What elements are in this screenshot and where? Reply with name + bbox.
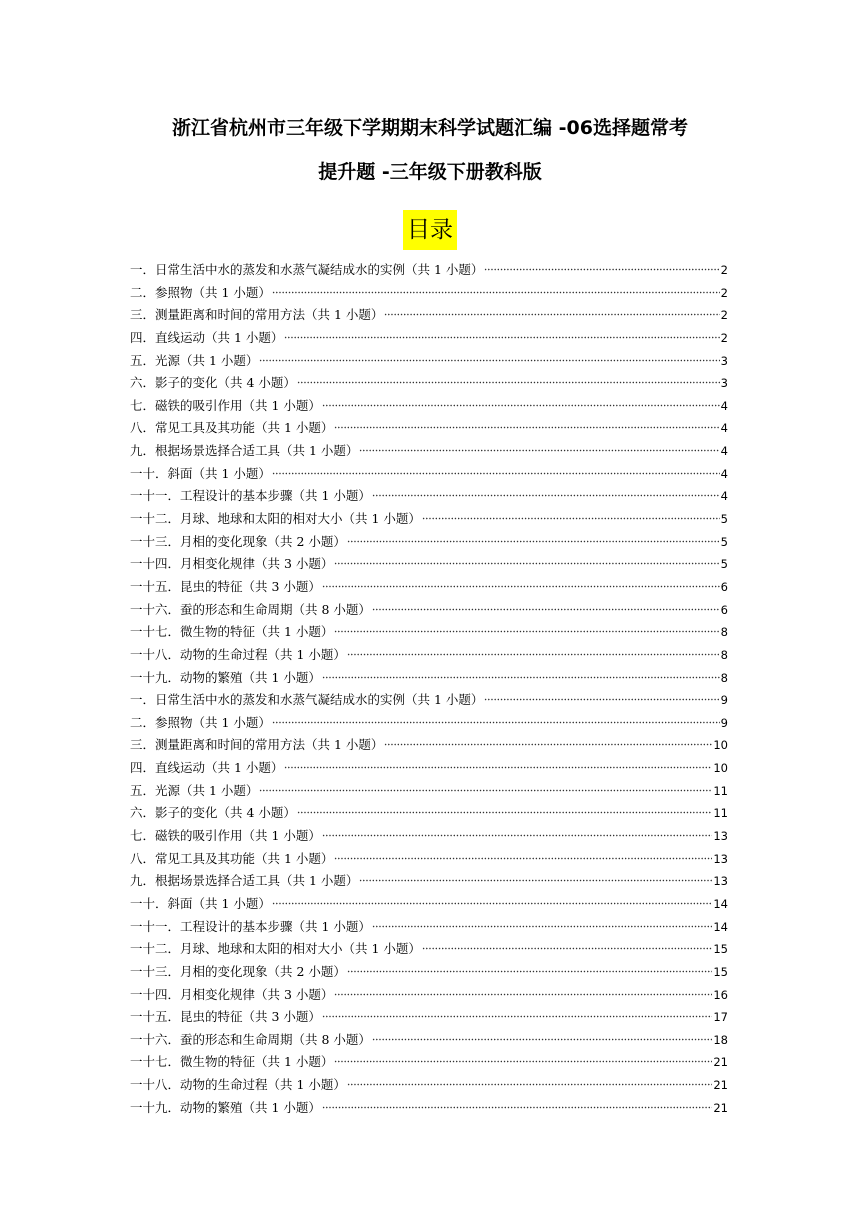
toc-dot-leader xyxy=(322,1099,712,1109)
toc-entry-page-number: 4 xyxy=(720,398,728,413)
toc-entry[interactable] xyxy=(130,984,728,1007)
toc-dot-leader xyxy=(372,918,712,928)
toc-entry[interactable] xyxy=(130,508,728,531)
toc-entry-page-number: 6 xyxy=(720,579,728,594)
toc-entry-page-number: 21 xyxy=(713,1078,728,1093)
toc-entry-title: 八．常见工具及其功能（共 1 小题） xyxy=(130,420,334,436)
toc-dot-leader xyxy=(259,352,719,362)
toc-entry[interactable] xyxy=(130,304,728,327)
toc-entry[interactable] xyxy=(130,1029,728,1052)
toc-entry-title: 四．直线运动（共 1 小题） xyxy=(130,329,284,345)
toc-entry[interactable] xyxy=(130,667,728,690)
toc-entry-title: 一十六．蚕的形态和生命周期（共 8 小题） xyxy=(130,1031,371,1047)
toc-dot-leader xyxy=(322,827,712,837)
toc-entry-title: 一十四．月相变化规律（共 3 小题） xyxy=(130,986,334,1002)
toc-entry-page-number: 5 xyxy=(720,512,728,527)
toc-entry-page-number: 14 xyxy=(713,919,728,934)
toc-dot-leader xyxy=(422,510,720,520)
toc-entry[interactable] xyxy=(130,1051,728,1074)
toc-entry-page-number: 13 xyxy=(713,851,728,866)
toc-entry-title: 七．磁铁的吸引作用（共 1 小题） xyxy=(130,828,321,844)
toc-entry-title: 一十．斜面（共 1 小题） xyxy=(130,895,271,911)
toc-entry-page-number: 21 xyxy=(713,1100,728,1115)
toc-entry-title: 一十．斜面（共 1 小题） xyxy=(130,465,271,481)
toc-entry-title: 一十九．动物的繁殖（共 1 小题） xyxy=(130,669,321,685)
toc-entry-page-number: 15 xyxy=(713,942,728,957)
toc-dot-leader xyxy=(297,804,712,814)
toc-entry[interactable] xyxy=(130,825,728,848)
toc-entry[interactable] xyxy=(130,689,728,712)
toc-entry-page-number: 2 xyxy=(720,330,728,345)
toc-entry-title: 二．参照物（共 1 小题） xyxy=(130,284,271,300)
toc-entry[interactable] xyxy=(130,576,728,599)
toc-entry-title: 九．根据场景选择合适工具（共 1 小题） xyxy=(130,443,359,459)
toc-entry-page-number: 4 xyxy=(720,421,728,436)
toc-dot-leader xyxy=(322,397,720,407)
toc-dot-leader xyxy=(372,601,720,611)
toc-entry[interactable] xyxy=(130,531,728,554)
toc-entry-page-number: 14 xyxy=(713,896,728,911)
toc-dot-leader xyxy=(347,963,712,973)
toc-entry-page-number: 17 xyxy=(713,1010,728,1025)
toc-entry-page-number: 8 xyxy=(720,670,728,685)
toc-entry[interactable] xyxy=(130,712,728,735)
toc-dot-leader xyxy=(334,1053,712,1063)
toc-entry-title: 一十九．动物的繁殖（共 1 小题） xyxy=(130,1099,321,1115)
toc-entry[interactable] xyxy=(130,417,728,440)
toc-entry[interactable] xyxy=(130,621,728,644)
toc-entry-title: 一十四．月相变化规律（共 3 小题） xyxy=(130,556,334,572)
toc-entry[interactable] xyxy=(130,1006,728,1029)
toc-entry-page-number: 10 xyxy=(713,738,728,753)
toc-entry[interactable] xyxy=(130,961,728,984)
toc-entry[interactable] xyxy=(130,780,728,803)
toc-dot-leader xyxy=(484,261,719,271)
toc-entry-title: 三．测量距离和时间的常用方法（共 1 小题） xyxy=(130,737,384,753)
toc-heading: 目录 xyxy=(403,210,457,250)
toc-entry-title: 一十一．工程设计的基本步骤（共 1 小题） xyxy=(130,488,371,504)
toc-entry[interactable] xyxy=(130,463,728,486)
toc-entry-title: 一十五．昆虫的特征（共 3 小题） xyxy=(130,1009,321,1025)
toc-dot-leader xyxy=(322,669,720,679)
toc-dot-leader xyxy=(284,759,712,769)
toc-entry[interactable] xyxy=(130,350,728,373)
toc-dot-leader xyxy=(334,419,719,429)
toc-dot-leader xyxy=(272,465,720,475)
toc-dot-leader xyxy=(272,284,720,294)
toc-dot-leader xyxy=(347,1076,712,1086)
toc-entry-title: 一．日常生活中水的蒸发和水蒸气凝结成水的实例（共 1 小题） xyxy=(130,262,484,277)
toc-entry-page-number: 11 xyxy=(713,783,728,798)
toc-entry[interactable] xyxy=(130,372,728,395)
toc-entry-title: 一十七．微生物的特征（共 1 小题） xyxy=(130,1054,334,1070)
toc-dot-leader xyxy=(322,1008,712,1018)
toc-entry-page-number: 2 xyxy=(720,263,728,277)
toc-entry-title: 一十一．工程设计的基本步骤（共 1 小题） xyxy=(130,918,371,934)
toc-entry-page-number: 16 xyxy=(713,987,728,1002)
toc-entry-page-number: 10 xyxy=(713,761,728,776)
toc-dot-leader xyxy=(297,374,720,384)
toc-entry[interactable] xyxy=(130,259,728,282)
toc-entry-page-number: 2 xyxy=(720,308,728,323)
toc-entry-page-number: 3 xyxy=(720,353,728,368)
toc-dot-leader xyxy=(259,782,712,792)
toc-entry-page-number: 15 xyxy=(713,964,728,979)
toc-entry-page-number: 11 xyxy=(713,806,728,821)
toc-entry-page-number: 8 xyxy=(720,647,728,662)
toc-dot-leader xyxy=(359,872,712,882)
toc-entry-page-number: 4 xyxy=(720,489,728,504)
toc-entry-title: 四．直线运动（共 1 小题） xyxy=(130,760,284,776)
toc-entry[interactable] xyxy=(130,599,728,622)
toc-entry-page-number: 5 xyxy=(720,534,728,549)
toc-entry-page-number: 18 xyxy=(713,1032,728,1047)
toc-entry-title: 三．测量距离和时间的常用方法（共 1 小题） xyxy=(130,307,384,323)
toc-entry-page-number: 6 xyxy=(720,602,728,617)
toc-entry[interactable] xyxy=(130,734,728,757)
toc-entry-title: 二．参照物（共 1 小题） xyxy=(130,714,271,730)
toc-entry-page-number: 13 xyxy=(713,874,728,889)
toc-entry-page-number: 13 xyxy=(713,829,728,844)
toc-entry[interactable] xyxy=(130,757,728,780)
toc-entry-page-number: 21 xyxy=(713,1055,728,1070)
toc-dot-leader xyxy=(334,623,719,633)
toc-entry[interactable] xyxy=(130,553,728,576)
toc-entry[interactable] xyxy=(130,802,728,825)
toc-entry-page-number: 3 xyxy=(720,376,728,391)
toc-dot-leader xyxy=(272,895,712,905)
toc-dot-leader xyxy=(322,578,720,588)
toc-entry-title: 五．光源（共 1 小题） xyxy=(130,352,259,368)
toc-entry[interactable] xyxy=(130,1097,728,1120)
toc-entry[interactable] xyxy=(130,485,728,508)
toc-dot-leader xyxy=(334,850,712,860)
toc-dot-leader xyxy=(484,691,719,701)
toc-dot-leader xyxy=(347,533,720,543)
toc-entry[interactable] xyxy=(130,327,728,350)
toc-entry-title: 八．常见工具及其功能（共 1 小题） xyxy=(130,850,334,866)
toc-dot-leader xyxy=(384,306,719,316)
toc-entry-title: 一十八．动物的生命过程（共 1 小题） xyxy=(130,1077,346,1093)
toc-dot-leader xyxy=(347,646,720,656)
toc-heading-container xyxy=(0,210,860,250)
toc-entry[interactable] xyxy=(130,848,728,871)
toc-entry[interactable] xyxy=(130,644,728,667)
toc-entry-title: 六．影子的变化（共 4 小题） xyxy=(130,805,296,821)
toc-entry-title: 一十二．月球、地球和太阳的相对大小（共 1 小题） xyxy=(130,511,421,527)
toc-entry-title: 一十五．昆虫的特征（共 3 小题） xyxy=(130,578,321,594)
toc-entry[interactable] xyxy=(130,870,728,893)
toc-dot-leader xyxy=(334,555,719,565)
toc-entry-title: 一．日常生活中水的蒸发和水蒸气凝结成水的实例（共 1 小题） xyxy=(130,692,484,708)
toc-entry-title: 六．影子的变化（共 4 小题） xyxy=(130,375,296,391)
toc-entry[interactable] xyxy=(130,395,728,418)
toc-entry[interactable] xyxy=(130,282,728,305)
toc-entry-title: 五．光源（共 1 小题） xyxy=(130,782,259,798)
toc-entry-title: 一十六．蚕的形态和生命周期（共 8 小题） xyxy=(130,601,371,617)
toc-entry-page-number: 4 xyxy=(720,466,728,481)
toc-entry-page-number: 9 xyxy=(720,693,728,708)
toc-entry-title: 九．根据场景选择合适工具（共 1 小题） xyxy=(130,873,359,889)
toc-dot-leader xyxy=(422,940,712,950)
toc-entry[interactable] xyxy=(130,916,728,939)
toc-entry-title: 一十七．微生物的特征（共 1 小题） xyxy=(130,624,334,640)
toc-entry-title: 一十二．月球、地球和太阳的相对大小（共 1 小题） xyxy=(130,941,421,957)
toc-entry-page-number: 2 xyxy=(720,285,728,300)
toc-entry-title: 一十三．月相的变化现象（共 2 小题） xyxy=(130,533,346,549)
document-title-line-2: 提升题 -三年级下册教科版 xyxy=(318,161,542,183)
toc-entry-page-number: 4 xyxy=(720,444,728,459)
toc-dot-leader xyxy=(384,736,712,746)
toc-entry[interactable] xyxy=(130,893,728,916)
toc-entry[interactable] xyxy=(130,440,728,463)
toc-entry[interactable] xyxy=(130,938,728,961)
toc-dot-leader xyxy=(284,329,719,339)
toc-dot-leader xyxy=(372,487,720,497)
toc-entry-page-number: 8 xyxy=(720,625,728,640)
toc-entry-page-number: 5 xyxy=(720,557,728,572)
toc-entry[interactable] xyxy=(130,1074,728,1097)
table-of-contents xyxy=(130,259,728,1119)
toc-entry-title: 七．磁铁的吸引作用（共 1 小题） xyxy=(130,397,321,413)
toc-dot-leader xyxy=(359,442,719,452)
document-title-line-1: 浙江省杭州市三年级下学期期末科学试题汇编 -06选择题常考 xyxy=(172,117,688,139)
toc-dot-leader xyxy=(272,714,720,724)
toc-dot-leader xyxy=(372,1031,712,1041)
toc-dot-leader xyxy=(334,986,712,996)
toc-entry-title: 一十八．动物的生命过程（共 1 小题） xyxy=(130,646,346,662)
toc-entry-title: 一十三．月相的变化现象（共 2 小题） xyxy=(130,963,346,979)
toc-entry-page-number: 9 xyxy=(720,715,728,730)
